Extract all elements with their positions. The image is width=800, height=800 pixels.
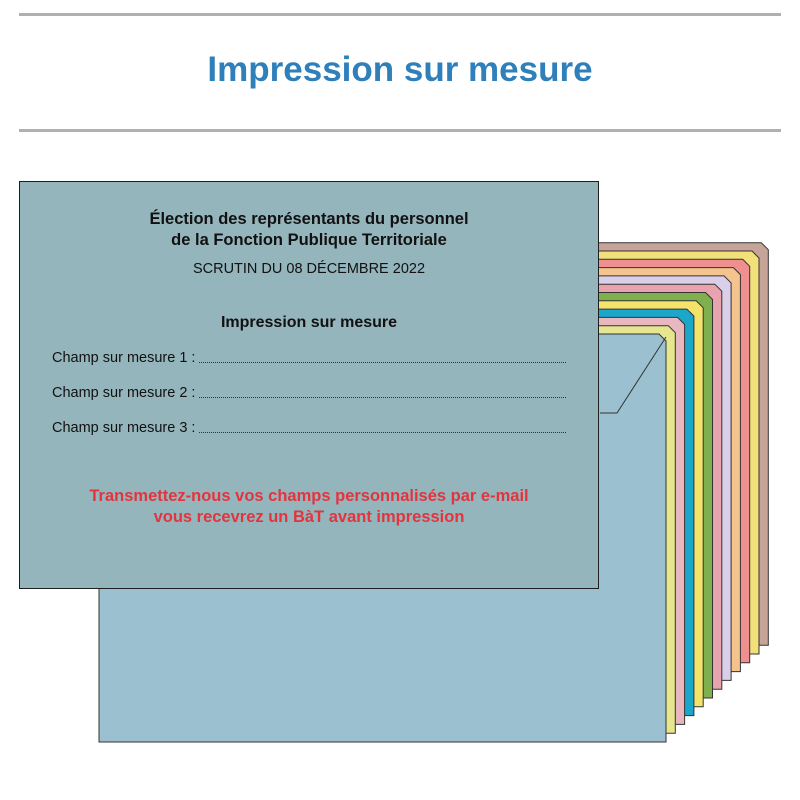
election-title: [20, 209, 598, 251]
dotted-fill-line: [199, 393, 566, 398]
custom-field-label: Champ sur mesure 3: [52, 420, 188, 436]
dotted-fill-line: [199, 358, 566, 363]
field-separator: :: [191, 420, 196, 436]
field-separator: :: [191, 350, 196, 366]
dotted-fill-line: [199, 428, 566, 433]
custom-print-heading: Impression sur mesure: [220, 314, 398, 331]
custom-fields-notice: [20, 486, 598, 528]
election-title-line-2: de la Fonction Publique Territoriale: [171, 231, 447, 249]
election-title-line-1: Élection des représentants du personnel: [149, 210, 469, 228]
page-title: Impression sur mesure: [207, 50, 593, 89]
custom-field-label: Champ sur mesure 2: [52, 385, 188, 401]
notice-line-2: vous recevrez un BàT avant impression: [153, 508, 465, 526]
custom-field-2: [52, 385, 566, 401]
field-separator: :: [191, 385, 196, 401]
custom-field-1: [52, 350, 566, 366]
notice-line-1: Transmettez-nous vos champs personnalisés par e-mail: [89, 487, 529, 505]
custom-field-3: [52, 420, 566, 436]
custom-field-label: Champ sur mesure 1: [52, 350, 188, 366]
scrutin-date: SCRUTIN DU 08 DÉCEMBRE 2022: [192, 261, 426, 277]
ballot-card: [19, 181, 599, 589]
